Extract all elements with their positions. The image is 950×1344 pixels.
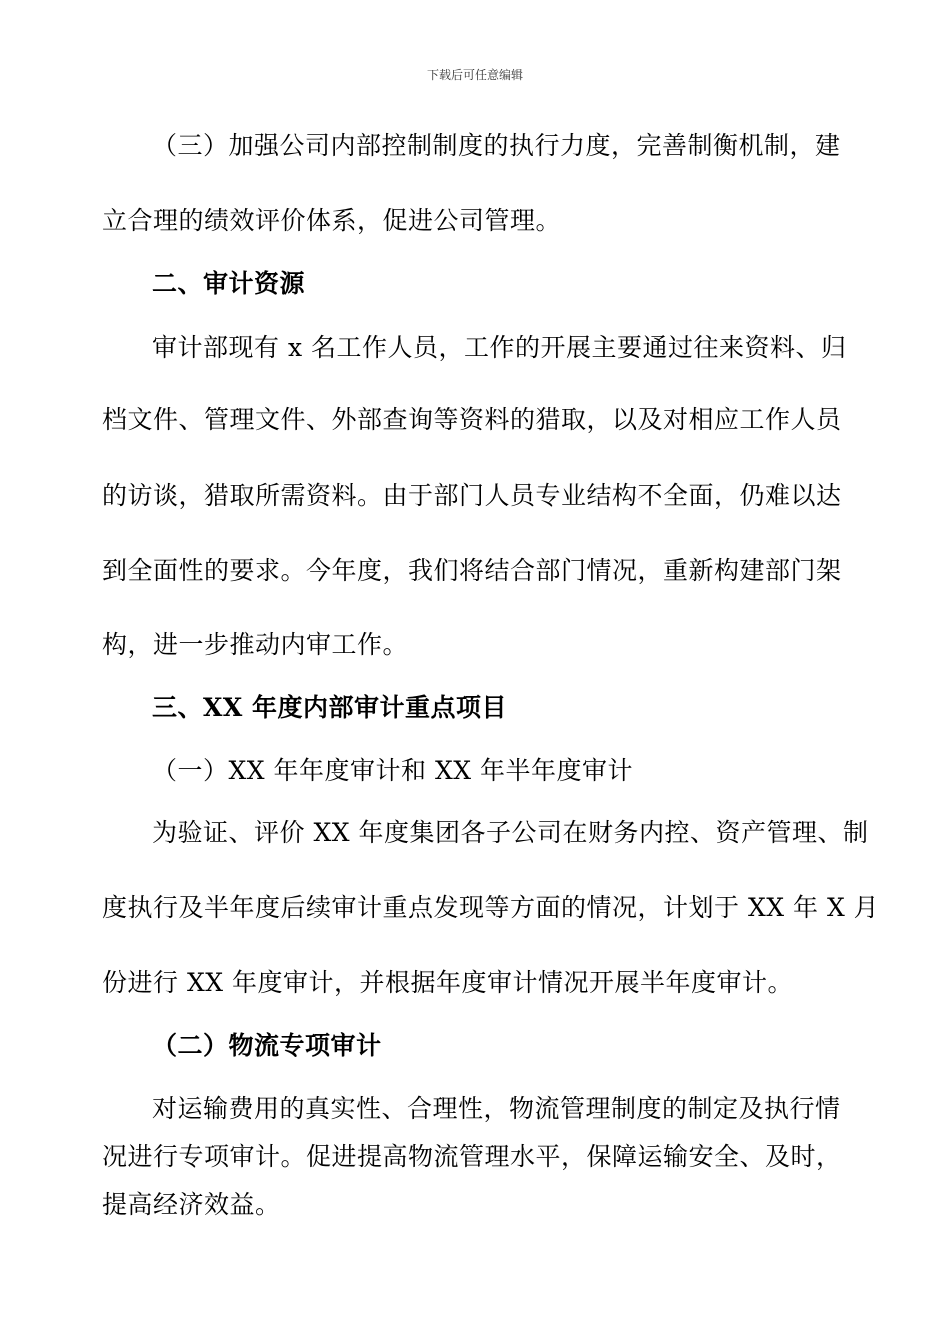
paragraph-line: 提高经济效益。: [102, 1190, 281, 1219]
section-heading: 三、XX 年度内部审计重点项目: [152, 693, 507, 722]
page-header-note: 下载后可任意编辑: [426, 68, 523, 82]
paragraph-line: 份进行 XX 年度审计，并根据年度审计情况开展半年度审计。: [102, 968, 793, 997]
paragraph-line: 立合理的绩效评价体系，促进公司管理。: [102, 206, 562, 235]
paragraph-line: 的访谈，猎取所需资料。由于部门人员专业结构不全面，仍难以达: [102, 481, 842, 510]
paragraph-line: 构，进一步推动内审工作。: [102, 630, 409, 659]
paragraph-line: 审计部现有 x 名工作人员，工作的开展主要通过往来资料、归: [152, 333, 847, 362]
paragraph-line: 为验证、评价 XX 年度集团各子公司在财务内控、资产管理、制: [152, 818, 869, 847]
subsection-heading: （二）物流专项审计: [152, 1031, 382, 1060]
paragraph-line: 到全面性的要求。今年度，我们将结合部门情况，重新构建部门架: [102, 556, 842, 585]
subsection-heading: （一）XX 年年度审计和 XX 年半年度审计: [152, 756, 634, 785]
paragraph-line: 况进行专项审计。促进提高物流管理水平，保障运输安全、及时，: [102, 1142, 842, 1171]
paragraph-line: 档文件、管理文件、外部查询等资料的猎取，以及对相应工作人员: [102, 405, 842, 434]
paragraph-line: 对运输费用的真实性、合理性，物流管理制度的制定及执行情: [152, 1094, 841, 1123]
section-heading: 二、审计资源: [152, 269, 306, 298]
paragraph-line: 度执行及半年度后续审计重点发现等方面的情况，计划于 XX 年 X 月: [102, 893, 880, 922]
paragraph-line: （三）加强公司内部控制制度的执行力度，完善制衡机制，建: [152, 131, 841, 160]
